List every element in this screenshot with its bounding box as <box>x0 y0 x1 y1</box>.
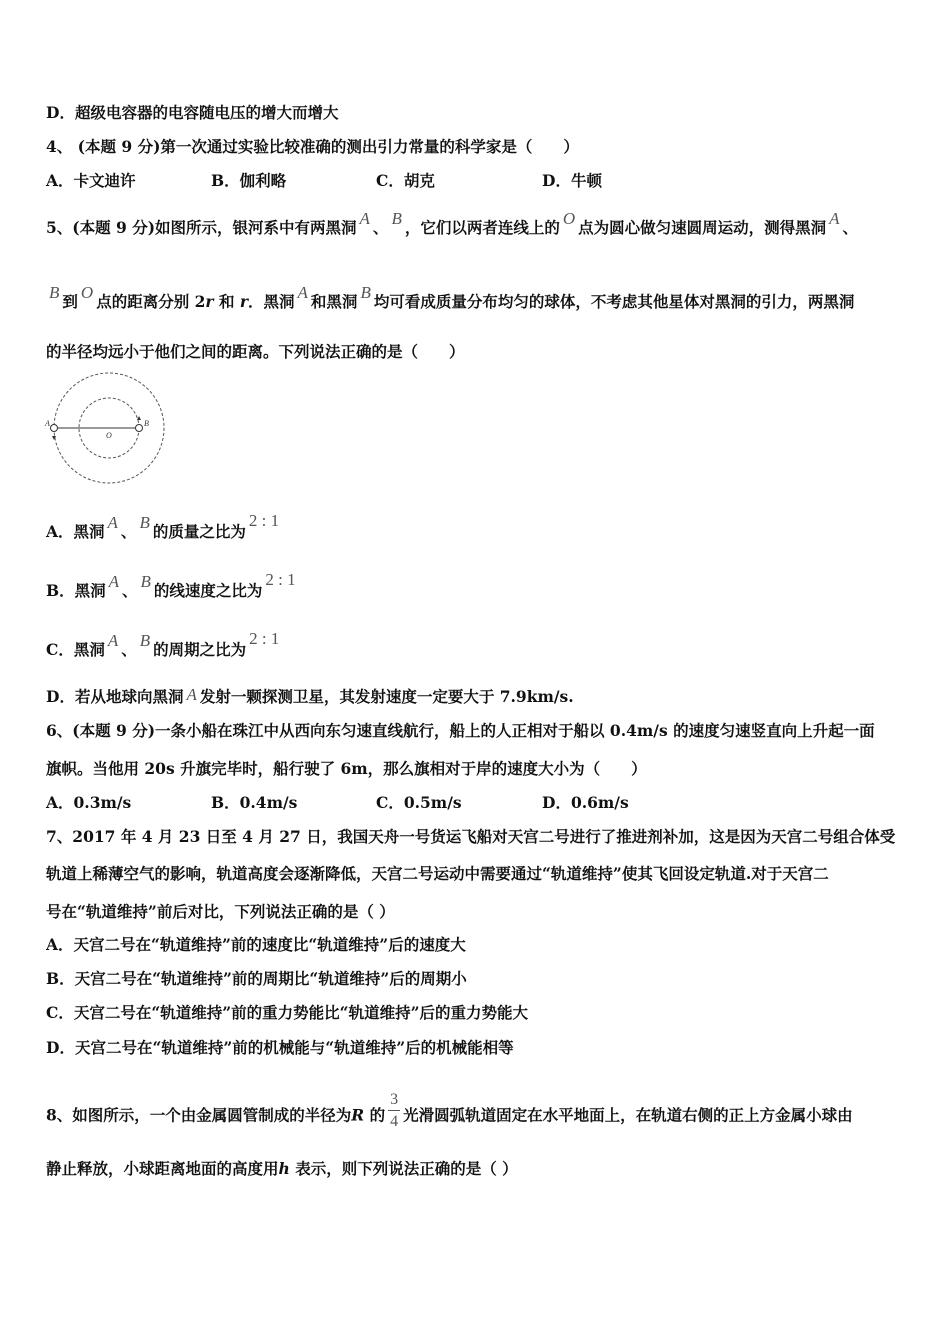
q5-option-b <box>46 570 299 601</box>
black-hole-a <box>51 425 58 432</box>
label-o: O <box>106 431 112 440</box>
symbol-o: O <box>562 209 576 228</box>
q6-option-a: A．0.3m/s <box>46 793 132 812</box>
text: 和 <box>213 292 240 311</box>
ratio: 2 : 1 <box>249 629 280 648</box>
symbol-b: B <box>391 209 402 228</box>
q7-stem-line1: 7、2017 年 4 月 23 日至 4 月 27 日，我国天舟一号货运飞船对天宫二号进行了推进剂补加，这是因为天宫二号组合体受 <box>46 827 896 846</box>
q4-stem: 4、 (本题 9 分)第一次通过实验比较准确的测出引力常量的科学家是（ ） <box>46 137 579 156</box>
q8-stem-line1 <box>46 1091 853 1136</box>
label-a: A <box>45 419 50 428</box>
text: ．黑洞 <box>248 292 295 311</box>
symbol-a: A <box>829 209 840 228</box>
text: B．黑洞 <box>46 581 106 600</box>
symbol-a: A <box>107 631 119 650</box>
text: 8、如图所示，一个由金属圆管制成的半径为 <box>46 1105 352 1125</box>
text: 点为圆心做匀速圆周运动，测得黑洞 <box>578 218 827 237</box>
black-hole-b <box>136 425 143 432</box>
q6-stem-line2: 旗帜。当他用 20s 升旗完毕时，船行驶了 6m，那么旗相对于岸的速度大小为（ ） <box>46 759 647 778</box>
text: 、 <box>842 218 859 237</box>
q6-option-b: B．0.4m/s <box>211 793 298 812</box>
ratio: 2 : 1 <box>248 511 280 530</box>
text: 的线速度之比为 <box>153 581 263 600</box>
text: 点的距离分别 2 <box>96 292 206 311</box>
q7-option-c: C．天宫二号在“轨道维持”前的重力势能比“轨道维持”后的重力势能大 <box>46 1003 529 1022</box>
text: 的 <box>364 1105 386 1125</box>
symbol-b: B <box>49 283 60 302</box>
q7-stem-line3: 号在“轨道维持”前后对比，下列说法正确的是（ ） <box>46 902 395 921</box>
label-b: B <box>144 419 149 428</box>
q5-stem-line1 <box>46 209 859 238</box>
symbol-a: A <box>297 283 308 302</box>
arrow-b <box>137 416 141 420</box>
q5-stem-line3: 的半径均远小于他们之间的距离。下列说法正确的是（ ） <box>46 342 465 361</box>
symbol-a: A <box>359 209 370 228</box>
text: D．若从地球向黑洞 <box>46 687 184 706</box>
q5-option-d <box>46 687 574 707</box>
symbol-r: R <box>351 1105 365 1125</box>
q4-option-a: A．卡文迪许 <box>46 171 136 190</box>
text: 光滑圆弧轨道固定在水平地面上，在轨道右侧的正上方金属小球由 <box>403 1105 853 1125</box>
ratio: 2 : 1 <box>265 570 296 589</box>
q6-stem-line1: 6、(本题 9 分)一条小船在珠江中从西向东匀速直线航行，船上的人正相对于船以 0.4m/s 的速度匀速竖直向上升起一面 <box>46 721 875 740</box>
text: 到 <box>62 292 78 311</box>
text: 静止释放，小球距离地面的高度用 <box>46 1159 279 1178</box>
text: 的周期之比为 <box>153 640 247 659</box>
denominator: 4 <box>390 1113 399 1130</box>
text: A．黑洞 <box>46 522 105 541</box>
q7-option-b: B．天宫二号在“轨道维持”前的周期比“轨道维持”后的周期小 <box>46 969 467 988</box>
q7-option-d: D．天宫二号在“轨道维持”前的机械能与“轨道维持”后的机械能相等 <box>46 1038 514 1057</box>
text: 和黑洞 <box>310 292 358 311</box>
symbol-b: B <box>139 513 150 532</box>
q4-option-c: C．胡克 <box>376 171 435 190</box>
q6-option-d: D．0.6m/s <box>542 793 629 812</box>
symbol-b: B <box>360 283 371 302</box>
text: 、 <box>372 218 389 237</box>
text: 的质量之比为 <box>152 522 246 541</box>
binary-orbit-figure <box>44 370 168 488</box>
symbol-b: B <box>140 572 151 591</box>
symbol-a: A <box>108 572 119 591</box>
q4-option-d: D．牛顿 <box>542 171 602 190</box>
q5-option-c <box>46 629 282 660</box>
fraction-three-quarters <box>388 1091 400 1130</box>
symbol-h: h <box>278 1159 290 1178</box>
symbol-o: O <box>80 283 94 302</box>
text: ，它们以两者连线上的 <box>404 218 560 237</box>
symbol-r: r <box>205 292 214 311</box>
q4-option-b: B．伽利略 <box>211 171 287 190</box>
fraction-bar <box>388 1110 400 1111</box>
text: 、 <box>121 640 137 659</box>
text: 、 <box>122 581 138 600</box>
numerator: 3 <box>390 1091 399 1108</box>
q8-stem-line2 <box>46 1159 518 1179</box>
text: C．黑洞 <box>46 640 105 659</box>
text: 均可看成质量分布均匀的球体，不考虑其他星体对黑洞的引力，两黑洞 <box>373 292 855 311</box>
q7-option-a: A．天宫二号在“轨道维持”前的速度比“轨道维持”后的速度大 <box>46 935 466 954</box>
text: 5、(本题 9 分)如图所示，银河系中有两黑洞 <box>46 218 357 237</box>
symbol-r: r <box>239 292 249 311</box>
q6-option-c: C．0.5m/s <box>376 793 462 812</box>
q5-stem-line2 <box>46 283 855 312</box>
symbol-a: A <box>107 513 118 532</box>
q5-option-a <box>46 511 282 542</box>
text: 表示，则下列说法正确的是（ ） <box>289 1159 518 1178</box>
text: 、 <box>120 522 137 541</box>
text: 发射一颗探测卫星，其发射速度一定要大于 7.9km/s. <box>199 687 574 706</box>
symbol-a: A <box>186 685 197 704</box>
q7-stem-line2: 轨道上稀薄空气的影响，轨道高度会逐渐降低，天宫二号运动中需要通过“轨道维持”使其飞回设定轨道.对于天宫二 <box>46 864 829 883</box>
symbol-b: B <box>139 631 151 650</box>
q3-option-d: D．超级电容器的电容随电压的增大而增大 <box>46 103 339 122</box>
